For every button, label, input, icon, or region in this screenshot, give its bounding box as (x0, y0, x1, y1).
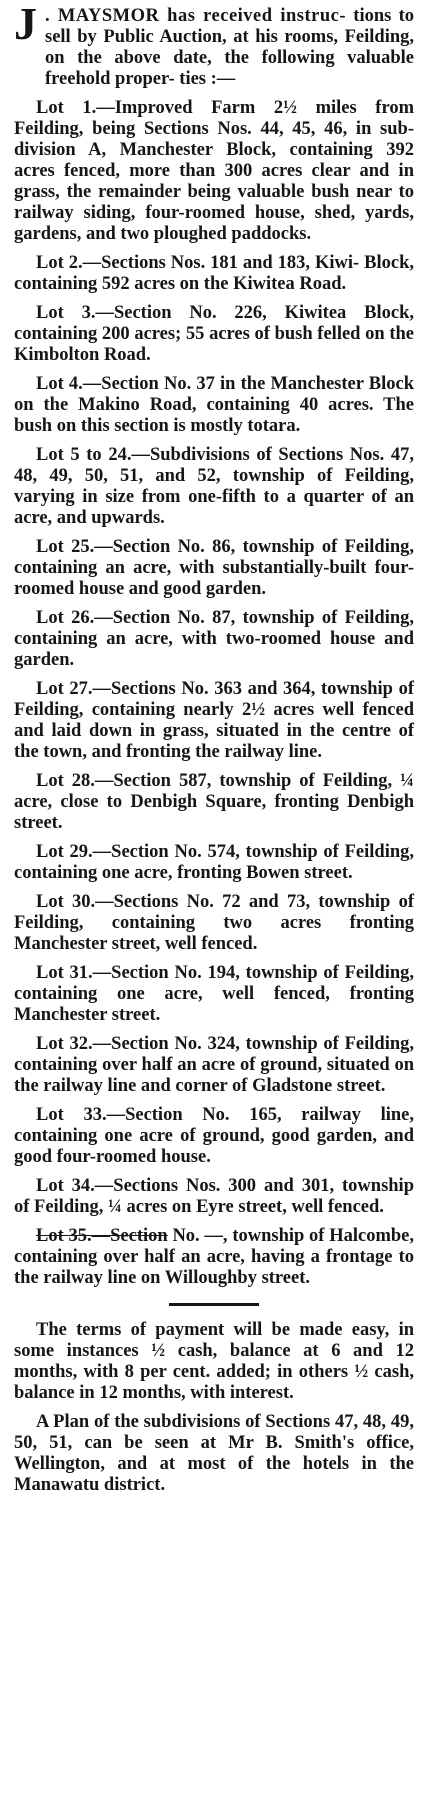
payment-terms: The terms of payment will be made easy, in some instances ½ cash, balance at 6 and 12 months, with 8 per cent. added; in others ½ cash, balance in 12 months, with interest. (14, 1320, 414, 1403)
lot-3: Lot 3.—Section No. 226, Kiwitea Block, containing 200 acres; 55 acres of bush felled on the Kimbolton Road. (14, 303, 414, 365)
lot-30: Lot 30.—Sections No. 72 and 73, township of Feilding, containing two acres fronting Manchester street, well fenced. (14, 892, 414, 954)
lot-32: Lot 32.—Section No. 324, township of Feilding, containing over half an acre of ground, situated on the railway line and corner of Gladstone street. (14, 1034, 414, 1096)
lot-29: Lot 29.—Section No. 574, township of Feilding, containing one acre, fronting Bowen street. (14, 842, 414, 883)
lot-34: Lot 34.—Sections Nos. 300 and 301, township of Feilding, ¼ acres on Eyre street, well fenced. (14, 1176, 414, 1217)
lot-5-to-24: Lot 5 to 24.—Subdivisions of Sections Nos. 47, 48, 49, 50, 51, and 52, township of Feilding, varying in size from one-fifth to a quarter of an acre, and upwards. (14, 445, 414, 528)
intro-line-2: tions to sell by Public Auction, at his rooms, Feilding, on the above date, the following valuable freehold proper- ties :— (45, 6, 415, 89)
plan-note: A Plan of the subdivisions of Sections 47, 48, 49, 50, 51, can be seen at Mr B. Smith's office, Wellington, and at most of the hotels in the Manawatu district. (14, 1412, 414, 1495)
lot-35-text: No. —, township of Halcombe, containing over half an acre, having a frontage to the railway line on Willoughby street. (14, 1226, 414, 1288)
lot-26: Lot 26.—Section No. 87, township of Feilding, containing an acre, with two-roomed house and garden. (14, 608, 414, 670)
lot-28: Lot 28.—Section 587, township of Feilding, ¼ acre, close to Denbigh Square, fronting Denbigh street. (14, 771, 414, 833)
lot-35-struck-text: Lot 35.—Section (36, 1226, 168, 1246)
section-divider (169, 1303, 259, 1306)
drop-cap: J (14, 0, 37, 49)
lot-27: Lot 27.—Sections No. 363 and 364, township of Feilding, containing nearly 2½ acres well fenced and laid down in grass, situated in the centre of the town, and fronting the railway line. (14, 679, 414, 762)
lot-31: Lot 31.—Section No. 194, township of Feilding, containing one acre, well fenced, fronting Manchester street. (14, 963, 414, 1025)
lot-4: Lot 4.—Section No. 37 in the Manchester Block on the Makino Road, containing 40 acres. The bush on this section is mostly totara. (14, 374, 414, 436)
intro-line-1: . MAYSMOR has received instruc- (45, 6, 346, 26)
lot-25: Lot 25.—Section No. 86, township of Feilding, containing an acre, with substantially-built four-roomed house and good garden. (14, 537, 414, 599)
lot-35 (14, 1226, 414, 1289)
intro-text (45, 6, 414, 90)
lot-2: Lot 2.—Sections Nos. 181 and 183, Kiwi- Block, containing 592 acres on the Kiwitea Road. (14, 253, 414, 294)
intro-paragraph (14, 0, 415, 90)
lot-1: Lot 1.—Improved Farm 2½ miles from Feilding, being Sections Nos. 44, 45, 46, in sub-division A, Manchester Block, containing 392 acres fenced, more than 300 acres clear and in grass, the remainder being valuable bush near to railway siding, four-roomed house, shed, yards, gardens, and two ploughed paddocks. (14, 98, 414, 244)
lot-33: Lot 33.—Section No. 165, railway line, containing one acre of ground, good garden, and good four-roomed house. (14, 1105, 414, 1167)
